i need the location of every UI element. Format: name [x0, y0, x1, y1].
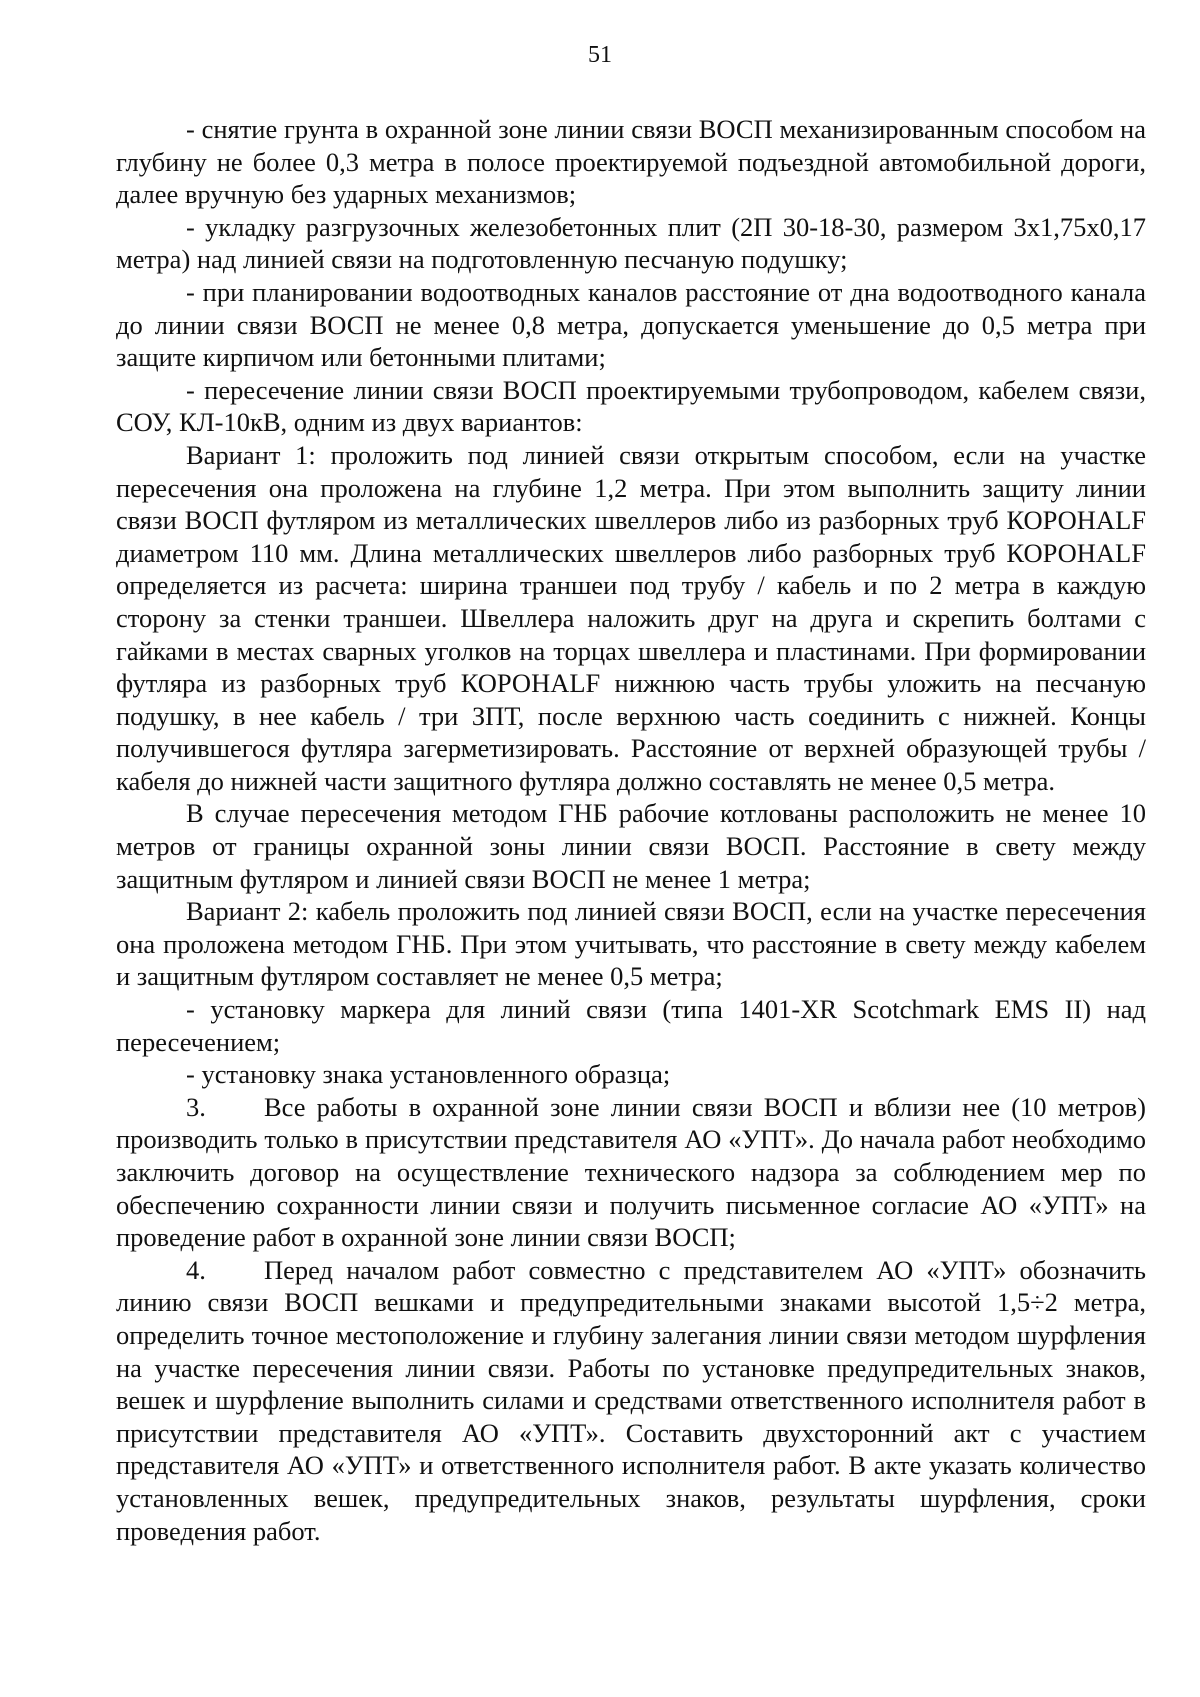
item-text: Все работы в охранной зоне линии связи ВОСП и вблизи нее (10 метров) производить только в присутствии представителя АО «УПТ». До начала работ необходимо заключить договор на осуществление технического надзора за соблюдением мер по обеспечению сохранности линии связи и получить письменное согласие АО «УПТ» на проведение работ в охранной зоне линии связи ВОСП; [116, 1091, 1146, 1253]
numbered-item-3 [116, 1091, 1146, 1254]
document-body [116, 113, 1146, 1547]
paragraph-drainage-channels: - при планировании водоотводных каналов расстояние от дна водоотводного канала до линии связи ВОСП не менее 0,8 метра, допускается уменьшение до 0,5 метра при защите кирпичом или бетонными плитами; [116, 276, 1146, 373]
paragraph-soil-removal: - снятие грунта в охранной зоне линии связи ВОСП механизированным способом на глубину не более 0,3 метра в полосе проектируемой подъездной автомобильной дороги, далее вручную без ударных механизмов; [116, 114, 1146, 210]
item-number: 3. [186, 1091, 206, 1122]
paragraph-hdd-pits: В случае пересечения методом ГНБ рабочие котлованы расположить не менее 10 метров от границы охранной зоны линии связи ВОСП. Расстояние в свету между защитным футляром и линией связи ВОСП не менее 1 метра; [116, 798, 1146, 894]
item-number: 4. [186, 1254, 206, 1285]
page-number: 51 [588, 42, 612, 68]
numbered-item-4 [116, 1254, 1146, 1547]
paragraph-option-2: Вариант 2: кабель проложить под линией связи ВОСП, если на участке пересечения она проложена методом ГНБ. При этом учитывать, что расстояние в свету между кабелем и защитным футляром составляет не менее 0,5 метра; [116, 896, 1146, 992]
paragraph-option-1: Вариант 1: проложить под линией связи открытым способом, если на участке пересечения она проложена на глубине 1,2 метра. При этом выполнить защиту линии связи ВОСП футляром из металлических швеллеров либо из разборных труб КОРОНALF диаметром 110 мм. Длина металлических швеллеров либо разборных труб КОРОНALF определяется из расчета: ширина траншеи под трубу / кабель и по 2 метра в каждую сторону за стенки траншеи. Швеллера наложить друг на друга и скрепить болтами с гайками в местах сварных уголков на торцах швеллера и пластинами. При формировании футляра из разборных труб КОРОНALF нижнюю часть трубы уложить на песчаную подушку, в нее кабель / три ЗПТ, после верхнюю часть соединить с нижней. Концы получившегося футляра загерметизировать. Расстояние от верхней образующей трубы / кабеля до нижней части защитного футляра должно составлять не менее 0,5 метра. [116, 439, 1146, 796]
paragraph-sign-install: - установку знака установленного образца; [186, 1059, 671, 1090]
paragraph-slab-laying: - укладку разгрузочных железобетонных плит (2П 30-18-30, размером 3x1,75x0,17 метра) над линией связи на подготовленную песчаную подушку; [116, 211, 1146, 275]
paragraph-crossing-options: - пересечение линии связи ВОСП проектируемыми трубопроводом, кабелем связи, СОУ, КЛ-10кВ, одним из двух вариантов: [116, 374, 1146, 438]
item-text: Перед началом работ совместно с представителем АО «УПТ» обозначить линию связи ВОСП вешками и предупредительными знаками высотой 1,5÷2 метра, определить точное местоположение и глубину залегания линии связи методом шурфления на участке пересечения линии связи. Работы по установке предупредительных знаков, вешек и шурфление выполнить силами и средствами ответственного исполнителя работ в присутствии представителя АО «УПТ». Составить двухсторонний акт с участием представителя АО «УПТ» и ответственного исполнителя работ. В акте указать количество установленных вешек, предупредительных знаков, результаты шурфления, сроки проведения работ. [116, 1254, 1146, 1546]
paragraph-marker-install: - установку маркера для линий связи (типа 1401-XR Scotchmark EMS II) над пересечением; [116, 994, 1146, 1057]
